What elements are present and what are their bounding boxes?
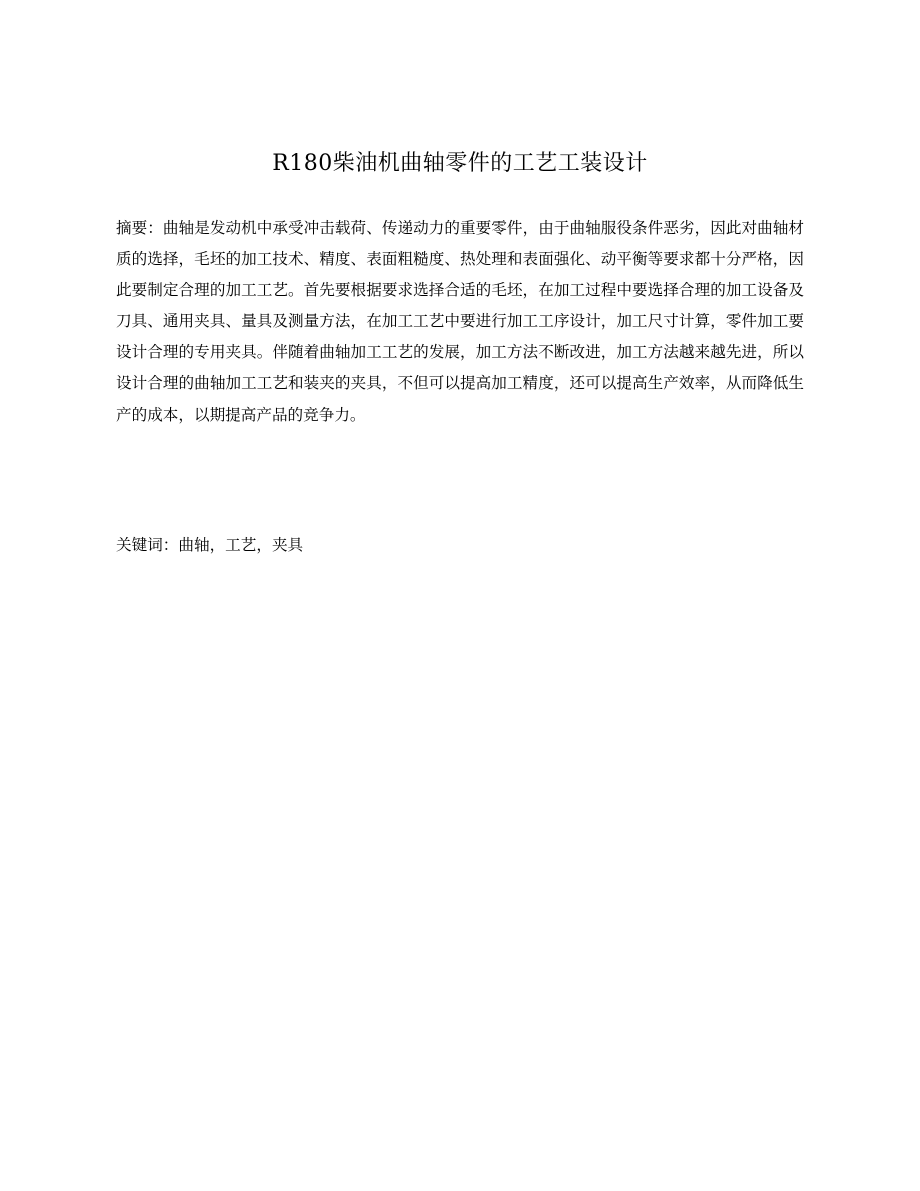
document-title: R180柴油机曲轴零件的工艺工装设计 <box>272 151 648 176</box>
keywords-text: 曲轴，工艺，夹具 <box>178 536 304 554</box>
abstract-paragraph <box>116 213 804 431</box>
abstract-text: 曲轴是发动机中承受冲击载荷、传递动力的重要零件，由于曲轴服役条件恶劣，因此对曲轴材质的选择，毛坯的加工技术、精度、表面粗糙度、热处理和表面强化、动平衡等要求都十分严格，因此要制定合理的加工工艺。首先要根据要求选择合适的毛坯，在加工过程中要选择合理的加工设备及刀具、通用夹具、量具及测量方法，在加工工艺中要进行加工工序设计，加工尺寸计算，零件加工要设计合理的专用夹具。伴随着曲轴加工工艺的发展，加工方法不断改进，加工方法越来越先进，所以设计合理的曲轴加工工艺和装夹的夹具，不但可以提高加工精度，还可以提高生产效率，从而降低生产的成本，以期提高产品的竞争力。 <box>116 219 804 424</box>
keywords-label: 关键词： <box>116 536 179 554</box>
keywords-line <box>116 530 804 561</box>
abstract-label: 摘要： <box>116 219 163 237</box>
